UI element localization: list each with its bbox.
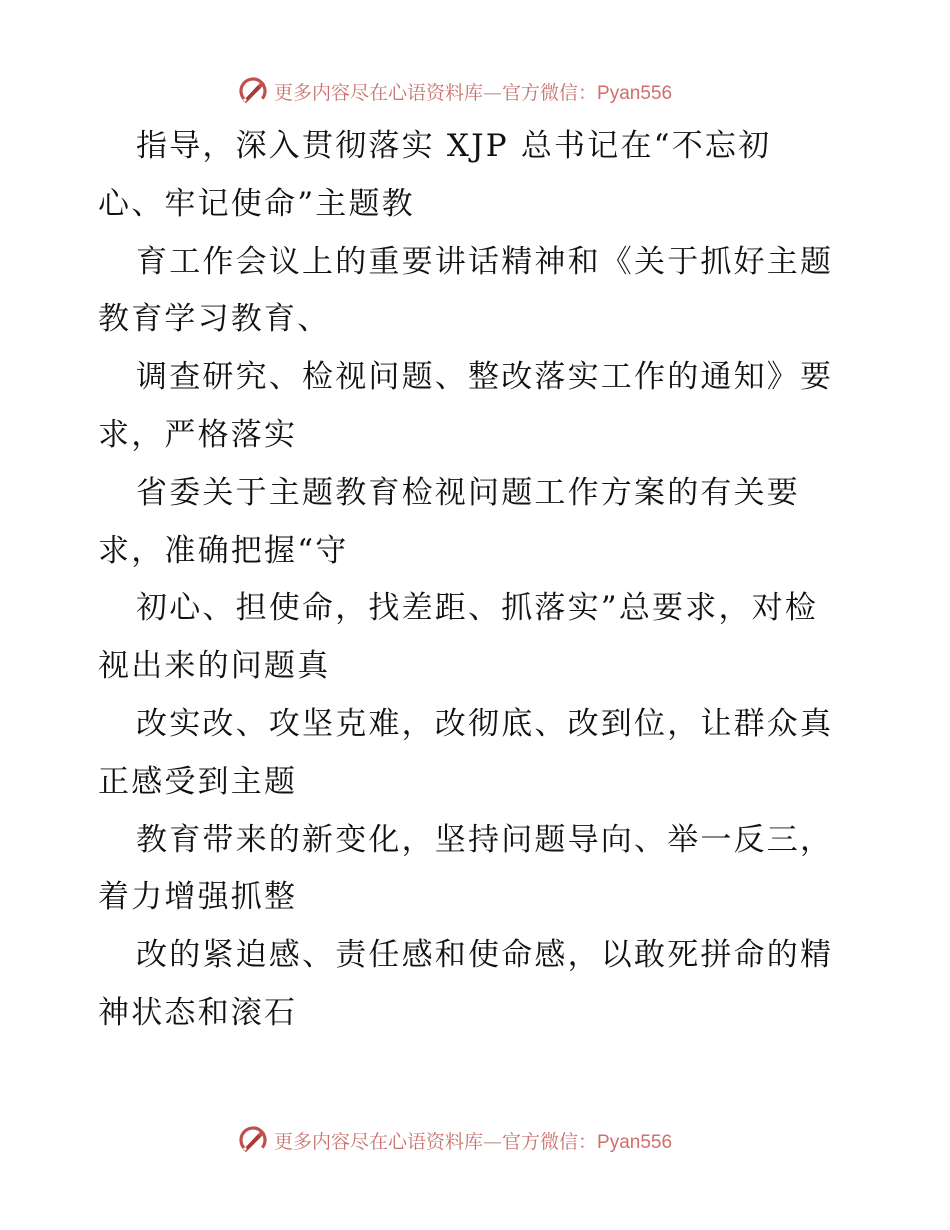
paragraph [98,580,858,696]
watermark-wechat-id: Pyan556 [597,1131,673,1153]
paragraph-line: 指导，深入贯彻落实 XJP 总书记在“不忘初 [136,128,772,164]
watermark-brand: 更多内容尽在心语资料库 [274,81,484,104]
watermark-text [274,78,672,105]
paragraph [98,696,858,812]
paragraph-line: 求，严格落实 [98,416,298,453]
watermark-dash: — [483,81,503,104]
paragraph-line: 心、牢记使命”主题教 [98,185,415,222]
document-body [98,118,858,1043]
paragraph [98,234,858,350]
paragraph-line: 调查研究、检视问题、整改落实工作的通知》要 [136,359,834,396]
paragraph [98,927,858,1043]
paragraph-line: 育工作会议上的重要讲话精神和《关于抓好主题 [136,243,834,280]
footer-watermark [236,1122,756,1158]
paragraph-line: 视出来的问题真 [98,648,331,685]
watermark-wechat-label: 官方微信： [502,1130,598,1153]
watermark-brand: 更多内容尽在心语资料库 [274,1130,484,1153]
paragraph [98,812,858,928]
paragraph [98,465,858,581]
header-watermark [236,73,756,109]
paragraph-line: 改的紧迫感、责任感和使命感，以敢死拼命的精 [136,937,834,974]
watermark-dash: — [483,1130,503,1153]
paragraph-line: 求，准确把握“守 [98,532,349,569]
paragraph-line: 神状态和滚石 [98,994,298,1031]
pen-logo-icon [236,74,270,108]
paragraph-line: 改实改、攻坚克难，改彻底、改到位，让群众真 [136,705,834,742]
watermark-wechat-label: 官方微信： [502,81,598,104]
pen-logo-icon [236,1123,270,1157]
paragraph-line: 省委关于主题教育检视问题工作方案的有关要 [136,474,800,511]
paragraph-line: 正感受到主题 [98,763,298,800]
paragraph [98,118,858,234]
paragraph-line: 教育带来的新变化，坚持问题导向、举一反三， [136,821,834,858]
watermark-wechat-id: Pyan556 [597,82,673,104]
paragraph-line: 教育学习教育、 [98,301,331,338]
paragraph [98,349,858,465]
paragraph-line: 着力增强抓整 [98,879,298,916]
paragraph-line: 初心、担使命，找差距、抓落实”总要求，对检 [136,590,819,627]
watermark-text [274,1127,672,1154]
